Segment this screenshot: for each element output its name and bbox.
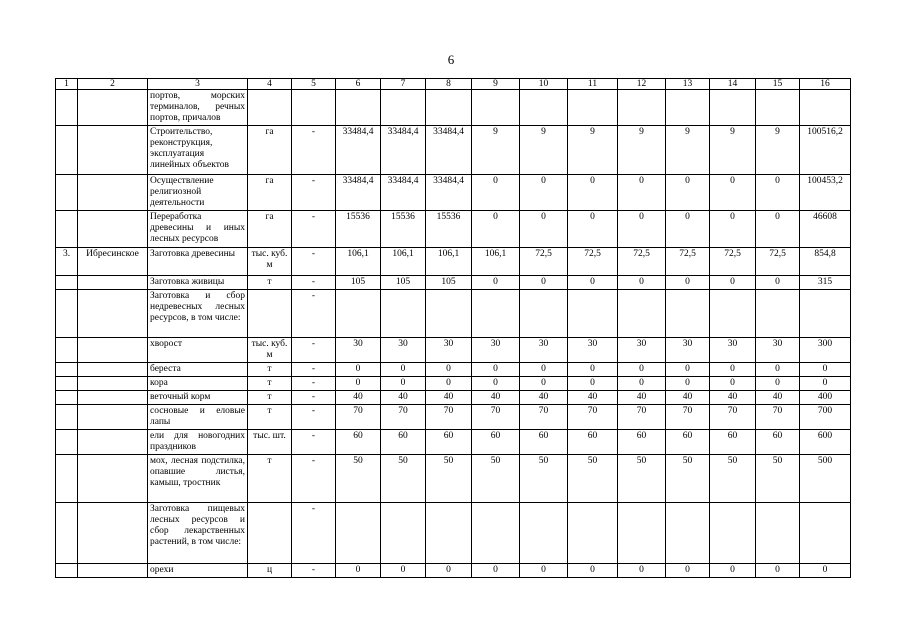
table-cell (78, 377, 148, 391)
table-cell (666, 503, 710, 564)
table-row (56, 503, 851, 564)
table-cell (56, 338, 78, 363)
table-cell (78, 391, 148, 405)
table-cell (56, 564, 78, 578)
table-cell (381, 90, 426, 126)
table-cell: Заготовка живицы (148, 276, 248, 290)
table-cell (56, 430, 78, 455)
table-row (56, 175, 851, 211)
table-cell: 0 (426, 377, 472, 391)
table-cell: 40 (710, 391, 756, 405)
table-cell: т (248, 455, 292, 503)
table-cell: - (292, 377, 336, 391)
table-cell (426, 290, 472, 338)
table-cell: 33484,4 (426, 175, 472, 211)
table-cell: 0 (472, 377, 520, 391)
table-cell (78, 211, 148, 248)
table-cell: 0 (618, 363, 666, 377)
table-cell: га (248, 211, 292, 248)
table-cell: - (292, 363, 336, 377)
table-cell: 15536 (426, 211, 472, 248)
table-cell (568, 503, 618, 564)
table-cell: 0 (618, 276, 666, 290)
table-cell: т (248, 405, 292, 430)
table-cell (472, 290, 520, 338)
table-cell: 60 (666, 430, 710, 455)
table-cell: - (292, 211, 336, 248)
table-cell: 105 (381, 276, 426, 290)
table-cell: 315 (800, 276, 851, 290)
header-cell: 5 (292, 79, 336, 90)
header-cell: 2 (78, 79, 148, 90)
table-cell (520, 503, 568, 564)
table-row (56, 126, 851, 175)
table-cell: 0 (618, 211, 666, 248)
table-cell: 106,1 (472, 248, 520, 276)
table-cell: 60 (568, 430, 618, 455)
table-cell: 40 (472, 391, 520, 405)
table-cell: 0 (800, 564, 851, 578)
table-cell (56, 503, 78, 564)
table-cell: хворост (148, 338, 248, 363)
table-cell: т (248, 391, 292, 405)
table-cell: 70 (381, 405, 426, 430)
table-cell: 0 (520, 175, 568, 211)
header-cell: 12 (618, 79, 666, 90)
table-cell: ели для новогодних праздников (148, 430, 248, 455)
table-cell: 9 (520, 126, 568, 175)
table-row (56, 377, 851, 391)
table-cell: 60 (336, 430, 381, 455)
table-cell: 0 (710, 363, 756, 377)
table-cell: т (248, 377, 292, 391)
table-cell: 0 (756, 175, 800, 211)
table-cell: - (292, 248, 336, 276)
table-cell: Осуществление религиозной деятельности (148, 175, 248, 211)
table-cell: 0 (666, 175, 710, 211)
table-cell: 100453,2 (800, 175, 851, 211)
table-cell: 0 (520, 564, 568, 578)
table-cell (666, 290, 710, 338)
table-cell (800, 503, 851, 564)
table-cell: 0 (666, 211, 710, 248)
table-cell: 600 (800, 430, 851, 455)
table-cell: 0 (756, 377, 800, 391)
table-cell: 106,1 (336, 248, 381, 276)
table-cell: 60 (520, 430, 568, 455)
table-cell: 0 (710, 276, 756, 290)
table-cell (336, 90, 381, 126)
table-cell: 0 (472, 363, 520, 377)
table-cell: 50 (381, 455, 426, 503)
table-cell: веточный корм (148, 391, 248, 405)
table-cell (78, 338, 148, 363)
table-cell: 50 (568, 455, 618, 503)
table-row (56, 405, 851, 430)
table-cell (568, 90, 618, 126)
table-cell: 46608 (800, 211, 851, 248)
table-cell (56, 377, 78, 391)
table-cell: 40 (568, 391, 618, 405)
table-cell: 30 (381, 338, 426, 363)
table-cell: 0 (800, 363, 851, 377)
header-cell: 15 (756, 79, 800, 90)
table-cell: 50 (472, 455, 520, 503)
table-cell: 70 (568, 405, 618, 430)
table-cell: 70 (756, 405, 800, 430)
table-row (56, 455, 851, 503)
table-cell: 500 (800, 455, 851, 503)
table-cell: 0 (756, 564, 800, 578)
table-cell: Заготовка и сбор недревесных лесных ресурсов, в том числе: (148, 290, 248, 338)
table-cell: 0 (336, 564, 381, 578)
table-cell: 105 (336, 276, 381, 290)
table-cell: 0 (568, 363, 618, 377)
table-cell: 33484,4 (336, 175, 381, 211)
table-cell: 70 (336, 405, 381, 430)
table-cell: 70 (472, 405, 520, 430)
table-cell: 0 (472, 564, 520, 578)
table-row (56, 90, 851, 126)
table-cell: 0 (568, 377, 618, 391)
table-cell (426, 90, 472, 126)
table-cell (710, 90, 756, 126)
table-cell (381, 290, 426, 338)
header-cell: 3 (148, 79, 248, 90)
table-cell: тыс. куб. м (248, 248, 292, 276)
table-cell: 50 (666, 455, 710, 503)
table-cell: - (292, 290, 336, 338)
table-cell: 0 (381, 363, 426, 377)
table-cell: 105 (426, 276, 472, 290)
table-cell: - (292, 455, 336, 503)
header-cell: 9 (472, 79, 520, 90)
table-cell: 9 (618, 126, 666, 175)
table-cell: 60 (710, 430, 756, 455)
table-cell: - (292, 126, 336, 175)
table-cell: т (248, 276, 292, 290)
table-cell: 40 (666, 391, 710, 405)
table-cell: 0 (756, 276, 800, 290)
table-cell: 9 (568, 126, 618, 175)
table-cell: 40 (618, 391, 666, 405)
table-cell: ц (248, 564, 292, 578)
table-cell: 3. (56, 248, 78, 276)
table-cell: 9 (666, 126, 710, 175)
table-cell (248, 503, 292, 564)
table-cell: 72,5 (756, 248, 800, 276)
table-cell: 0 (666, 564, 710, 578)
table-cell (56, 175, 78, 211)
table-cell: 0 (520, 276, 568, 290)
table-cell: Переработка древесины и иных лесных ресурсов (148, 211, 248, 248)
table-cell: кора (148, 377, 248, 391)
table-cell: 0 (710, 377, 756, 391)
table-cell: 40 (426, 391, 472, 405)
table-cell (800, 290, 851, 338)
table-cell: 33484,4 (336, 126, 381, 175)
table-cell: 15536 (381, 211, 426, 248)
table-cell: 60 (756, 430, 800, 455)
table-cell: 50 (520, 455, 568, 503)
table-cell (756, 290, 800, 338)
table-cell (78, 430, 148, 455)
table-cell: 0 (472, 276, 520, 290)
table-row (56, 276, 851, 290)
table-cell: 33484,4 (381, 126, 426, 175)
header-cell: 6 (336, 79, 381, 90)
table-cell: - (292, 276, 336, 290)
table-cell: 854,8 (800, 248, 851, 276)
table-cell: 0 (756, 211, 800, 248)
table-cell: Заготовка древесины (148, 248, 248, 276)
table-cell: 0 (520, 363, 568, 377)
table-row (56, 391, 851, 405)
header-row (56, 79, 851, 90)
table-cell (78, 405, 148, 430)
table-cell (756, 503, 800, 564)
table-cell (756, 90, 800, 126)
table-cell: 72,5 (710, 248, 756, 276)
table-cell: 70 (520, 405, 568, 430)
table-cell (78, 503, 148, 564)
table-cell (56, 455, 78, 503)
data-table (55, 78, 851, 578)
table-cell: 60 (618, 430, 666, 455)
table-cell: 72,5 (520, 248, 568, 276)
table-cell: 9 (756, 126, 800, 175)
table-cell: 50 (710, 455, 756, 503)
table-cell: 40 (381, 391, 426, 405)
table-cell: 0 (710, 211, 756, 248)
table-cell (56, 90, 78, 126)
table-cell: 70 (666, 405, 710, 430)
table-cell: орехи (148, 564, 248, 578)
table-cell: 60 (472, 430, 520, 455)
table-cell: 30 (710, 338, 756, 363)
table-cell: 0 (618, 564, 666, 578)
table-cell: т (248, 363, 292, 377)
table-cell: 0 (666, 363, 710, 377)
table-cell: мох, лесная подстилка, опавшие листья, камыш, тростник (148, 455, 248, 503)
table-cell (56, 290, 78, 338)
header-cell: 13 (666, 79, 710, 90)
table-cell: 70 (426, 405, 472, 430)
table-cell: 72,5 (618, 248, 666, 276)
header-cell: 4 (248, 79, 292, 90)
table-cell (78, 90, 148, 126)
table-cell: 33484,4 (381, 175, 426, 211)
table-cell: 50 (426, 455, 472, 503)
table-cell: 72,5 (568, 248, 618, 276)
header-cell: 10 (520, 79, 568, 90)
header-cell: 8 (426, 79, 472, 90)
table-cell (472, 503, 520, 564)
table-row (56, 211, 851, 248)
table-cell: 0 (426, 564, 472, 578)
table-cell (78, 175, 148, 211)
table-cell (248, 290, 292, 338)
table-cell: 40 (336, 391, 381, 405)
table-row (56, 430, 851, 455)
table-cell: 0 (472, 175, 520, 211)
table-cell: - (292, 503, 336, 564)
table-cell: 30 (426, 338, 472, 363)
table-cell: 106,1 (426, 248, 472, 276)
table-cell: 400 (800, 391, 851, 405)
table-cell: 0 (618, 175, 666, 211)
table-cell: 30 (666, 338, 710, 363)
table-cell: 0 (800, 377, 851, 391)
table-cell (78, 455, 148, 503)
header-cell: 11 (568, 79, 618, 90)
table-cell (78, 126, 148, 175)
table-cell: - (292, 430, 336, 455)
page-number: 6 (447, 52, 455, 67)
table-cell: 106,1 (381, 248, 426, 276)
table-cell: 50 (756, 455, 800, 503)
table-cell: 0 (336, 363, 381, 377)
table-cell: 0 (568, 276, 618, 290)
table-cell (472, 90, 520, 126)
header-cell: 7 (381, 79, 426, 90)
table-cell (426, 503, 472, 564)
table-cell: 70 (618, 405, 666, 430)
table-cell (78, 564, 148, 578)
table-cell: га (248, 126, 292, 175)
table-cell: 700 (800, 405, 851, 430)
table-cell (56, 276, 78, 290)
table-cell: 0 (666, 276, 710, 290)
table-cell: 30 (520, 338, 568, 363)
table-cell (618, 503, 666, 564)
table-cell: 0 (710, 564, 756, 578)
table-cell: - (292, 391, 336, 405)
table-cell: 30 (336, 338, 381, 363)
table-cell: 0 (666, 377, 710, 391)
table-cell (800, 90, 851, 126)
table-cell (78, 276, 148, 290)
table-cell: 0 (568, 175, 618, 211)
table-cell: 0 (618, 377, 666, 391)
table-cell (78, 290, 148, 338)
table-cell: 60 (381, 430, 426, 455)
table-cell: сосновые и еловые лапы (148, 405, 248, 430)
table-cell (292, 90, 336, 126)
table-cell (78, 363, 148, 377)
table-cell: 9 (472, 126, 520, 175)
table-row (56, 338, 851, 363)
table-cell: 0 (710, 175, 756, 211)
table-cell (56, 126, 78, 175)
table-cell: 0 (472, 211, 520, 248)
table-cell (520, 90, 568, 126)
table-cell (568, 290, 618, 338)
table-cell (336, 503, 381, 564)
table-cell: 0 (381, 564, 426, 578)
table-cell (618, 290, 666, 338)
table-cell: - (292, 405, 336, 430)
table-cell: 50 (336, 455, 381, 503)
table-cell: 40 (520, 391, 568, 405)
table-cell: 300 (800, 338, 851, 363)
table-cell: 30 (568, 338, 618, 363)
table-cell (618, 90, 666, 126)
table-cell: - (292, 175, 336, 211)
table-cell: га (248, 175, 292, 211)
table-cell: 15536 (336, 211, 381, 248)
header-cell: 1 (56, 79, 78, 90)
table-cell: 70 (710, 405, 756, 430)
table-cell: 0 (756, 363, 800, 377)
table-cell: 33484,4 (426, 126, 472, 175)
header-cell: 16 (800, 79, 851, 90)
table-cell (56, 363, 78, 377)
table-cell: - (292, 338, 336, 363)
table-cell: Строительство, реконструкция, эксплуатация линейных объектов (148, 126, 248, 175)
table-cell: 0 (336, 377, 381, 391)
table-cell (520, 290, 568, 338)
table-row (56, 290, 851, 338)
table-cell: - (292, 564, 336, 578)
table-cell: 72,5 (666, 248, 710, 276)
table-cell: береста (148, 363, 248, 377)
table-cell: 60 (426, 430, 472, 455)
table-row (56, 363, 851, 377)
table-cell: 30 (472, 338, 520, 363)
table-cell: 0 (520, 211, 568, 248)
table-cell (248, 90, 292, 126)
table-cell: 40 (756, 391, 800, 405)
table-row (56, 564, 851, 578)
table-cell: 100516,2 (800, 126, 851, 175)
table-cell: 9 (710, 126, 756, 175)
table-cell: 50 (618, 455, 666, 503)
table-cell: тыс. куб. м (248, 338, 292, 363)
table-cell: 30 (756, 338, 800, 363)
table-cell: 0 (568, 211, 618, 248)
table-cell (336, 290, 381, 338)
table-cell: Ибресинское (78, 248, 148, 276)
table-cell (381, 503, 426, 564)
table-cell (56, 391, 78, 405)
table-cell (710, 503, 756, 564)
table-cell (666, 90, 710, 126)
table-cell: портов, морских терминалов, речных портов, причалов (148, 90, 248, 126)
header-cell: 14 (710, 79, 756, 90)
table-cell: 0 (426, 363, 472, 377)
table-cell: 0 (381, 377, 426, 391)
table-cell: 0 (568, 564, 618, 578)
table-cell (710, 290, 756, 338)
table-cell: Заготовка пищевых лесных ресурсов и сбор лекарственных растений, в том числе: (148, 503, 248, 564)
table-cell: 30 (618, 338, 666, 363)
table-cell (56, 211, 78, 248)
table-cell: 0 (520, 377, 568, 391)
table-row (56, 248, 851, 276)
table-cell (56, 405, 78, 430)
table-cell: тыс. шт. (248, 430, 292, 455)
